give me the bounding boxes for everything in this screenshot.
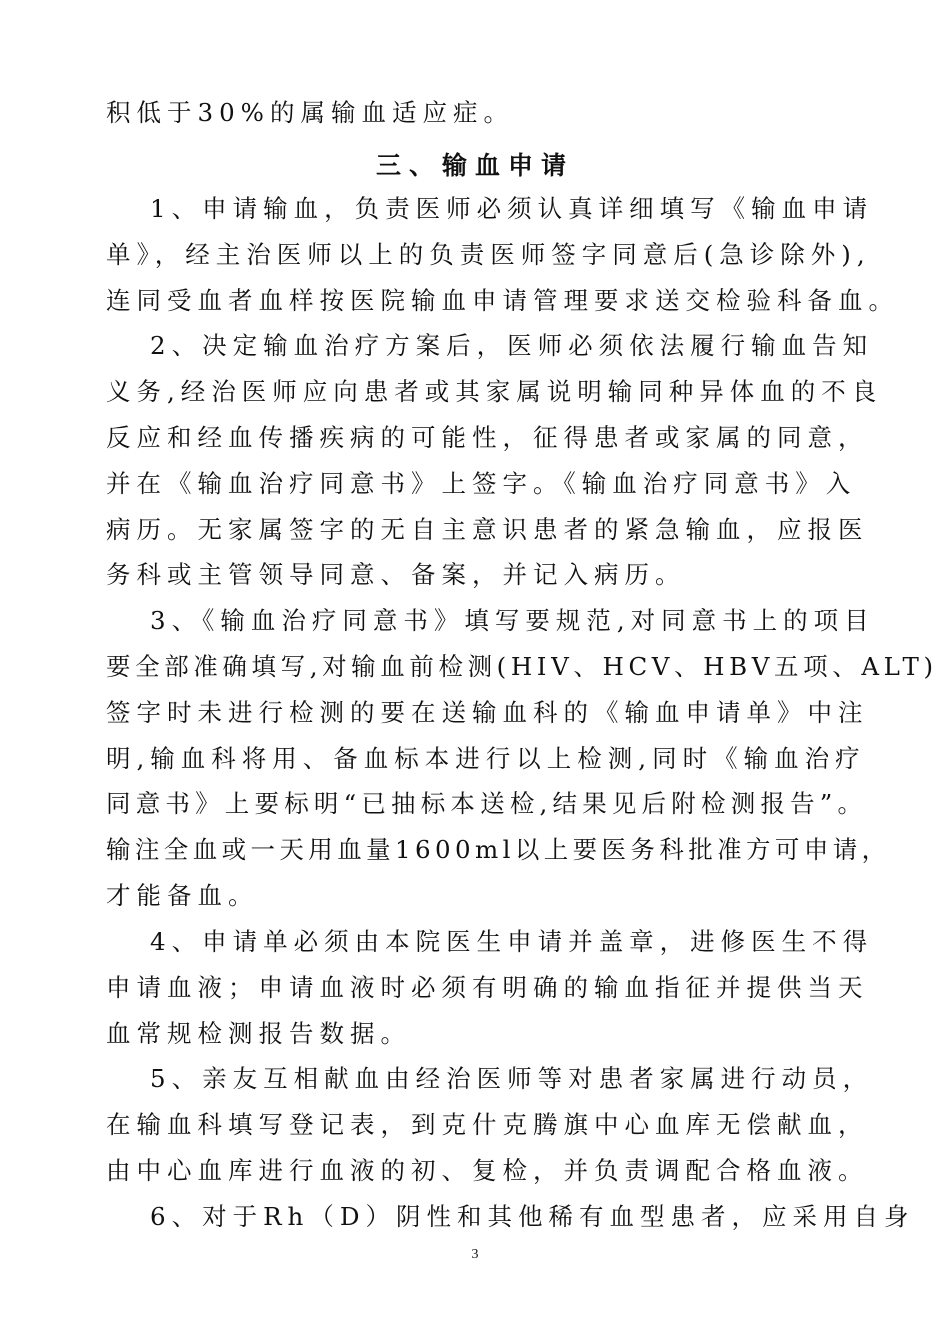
text-line: 明,输血科将用、备血标本进行以上检测,同时《输血治疗 bbox=[106, 744, 866, 773]
text-line: 3、《输血治疗同意书》填写要规范,对同意书上的项目 bbox=[150, 606, 875, 635]
text-line: 义务,经治医师应向患者或其家属说明输同种异体血的不良 bbox=[106, 377, 883, 406]
text-line: 病历。无家属签字的无自主意识患者的紧急输血，应报医 bbox=[106, 515, 869, 544]
text-line: 2、决定输血治疗方案后，医师必须依法履行输血告知 bbox=[150, 331, 874, 360]
text-line: 输注全血或一天用血量1600ml以上要医务科批准方可申请， bbox=[106, 835, 891, 864]
text-line: 5、亲友互相献血由经治医师等对患者家属进行动员， bbox=[150, 1064, 874, 1093]
text-line: 要全部准确填写,对输血前检测(HIV、HCV、HBV五项、ALT) bbox=[106, 652, 938, 681]
text-line: 连同受血者血样按医院输血申请管理要求送交检验科备血。 bbox=[106, 286, 899, 315]
section-title: 三、输血申请 bbox=[375, 151, 574, 180]
text-line: 4、申请单必须由本院医生申请并盖章，进修医生不得 bbox=[150, 927, 874, 956]
text-line: 血常规检测报告数据。 bbox=[106, 1019, 411, 1048]
text-line: 积低于30%的属输血适应症。 bbox=[106, 98, 514, 127]
text-line: 1、申请输血，负责医师必须认真详细填写《输血申请 bbox=[150, 194, 874, 223]
text-line: 务科或主管领导同意、备案，并记入病历。 bbox=[106, 560, 686, 589]
text-line: 在输血科填写登记表，到克什克腾旗中心血库无偿献血， bbox=[106, 1110, 869, 1139]
text-line: 6、对于Rh（D）阴性和其他稀有血型患者，应采用自身 bbox=[150, 1202, 915, 1231]
text-line: 才能备血。 bbox=[106, 881, 259, 910]
text-line: 单》，经主治医师以上的负责医师签字同意后(急诊除外), bbox=[106, 240, 871, 269]
text-line: 并在《输血治疗同意书》上签字。《输血治疗同意书》入 bbox=[106, 469, 857, 498]
text-line: 申请血液；申请血液时必须有明确的输血指征并提供当天 bbox=[106, 973, 869, 1002]
page-number: 3 bbox=[471, 1247, 479, 1262]
text-line: 签字时未进行检测的要在送输血科的《输血申请单》中注 bbox=[106, 698, 869, 727]
text-line: 反应和经血传播疾病的可能性，征得患者或家属的同意， bbox=[106, 423, 869, 452]
text-line: 同意书》上要标明“已抽标本送检,结果见后附检测报告”。 bbox=[106, 789, 868, 818]
text-line: 由中心血库进行血液的初、复检，并负责调配合格血液。 bbox=[106, 1156, 869, 1185]
